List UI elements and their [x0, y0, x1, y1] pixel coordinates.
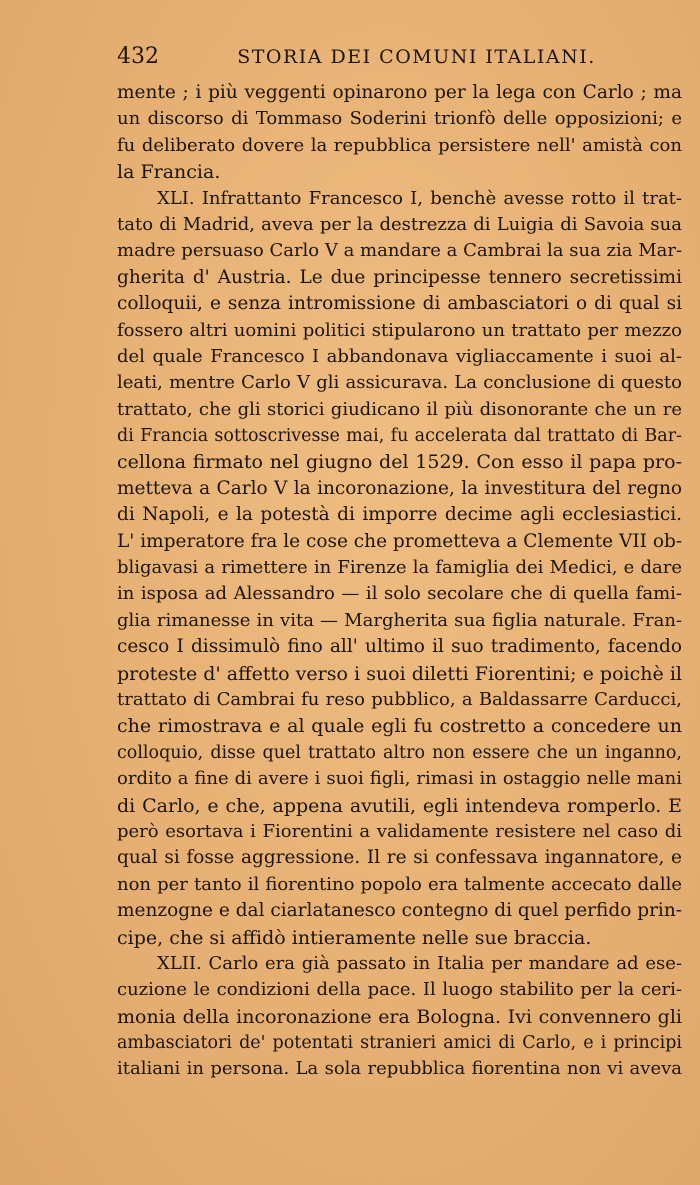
text-line: del quale Francesco I abbandonava vigliaccamente i suoi al-: [117, 345, 682, 367]
text-line: trattato di Cambrai fu reso pubblico, a Baldassarre Carducci,: [117, 688, 682, 710]
text-line: colloquii, e senza intromissione di ambasciatori o di qual si: [117, 293, 682, 315]
section-start-line: XLI. Infrattanto Francesco I, benchè avesse rotto il trat-: [157, 187, 682, 209]
text-line: colloquio, disse quel trattato altro non essere che un inganno,: [117, 742, 682, 763]
text-line: gherita d' Austria. Le due principesse tennero secretissimi: [117, 266, 682, 288]
text-line: madre persuaso Carlo V a mandare a Cambrai la sua zia Mar-: [117, 240, 683, 262]
text-line: italiani in persona. La sola repubblica fiorentina non vi aveva: [117, 1058, 682, 1080]
text-line: trattato, che gli storici giudicano il più disonorante che un re: [117, 398, 682, 420]
text-line: di Napoli, e la potestà di imporre decime agli ecclesiastici.: [117, 504, 682, 526]
text-line: menzogne e dal ciarlatanesco contegno di quel perfido prin-: [117, 900, 682, 922]
text-line: proteste d' affetto verso i suoi diletti Fiorentini; e poichè il: [117, 662, 682, 685]
text-line: ambasciatori de' potentati stranieri amici di Carlo, e i principi: [117, 1033, 682, 1054]
text-line: L' imperatore fra le cose che prometteva a Clemente VII ob-: [117, 530, 683, 552]
text-line: non per tanto il fiorentino popolo era talmente accecato dalle: [117, 873, 682, 895]
text-line: glia rimanesse in vita — Margherita sua figlia naturale. Fran-: [117, 609, 682, 631]
text-line: fu deliberato dovere la repubblica persistere nell' amistà con: [117, 134, 682, 156]
text-line: tato di Madrid, aveva per la destrezza di Luigia di Savoia sua: [117, 213, 682, 235]
section-start-line: XLII. Carlo era già passato in Italia per mandare ad ese-: [157, 952, 682, 974]
text-line: fossero altri uomini politici stipularono un trattato per mezzo: [117, 319, 682, 341]
text-line: bligavasi a rimettere in Firenze la famiglia dei Medici, e dare: [117, 557, 682, 579]
text-line: metteva a Carlo V la incoronazione, la investitura del regno: [117, 477, 682, 499]
text-line: di Carlo, e che, appena avutili, egli intendeva romperlo. E: [117, 794, 682, 817]
body-text: [117, 80, 682, 1083]
running-title: STORIA DEI COMUNI ITALIANI.: [237, 46, 596, 68]
text-line: cellona firmato nel giugno del 1529. Con esso il papa pro-: [117, 451, 682, 474]
page-header: [117, 42, 682, 72]
text-line: mente ; i più veggenti opinarono per la lega con Carlo ; ma: [117, 82, 682, 103]
text-line: cesco I dissimulò fino all' ultimo il suo tradimento, facendo: [117, 636, 682, 658]
text-line: in isposa ad Alessandro — il solo secolare che di quella fami-: [117, 583, 682, 605]
page-number: 432: [117, 44, 159, 69]
text-line: un discorso di Tommaso Soderini trionfò delle opposizioni; e: [117, 108, 682, 130]
text-line: che rimostrava e al quale egli fu costretto a concedere un: [117, 715, 682, 738]
text-line: cuzione le condizioni della pace. Il luogo stabilito per la ceri-: [117, 979, 682, 1001]
text-line: di Francia sottoscrivesse mai, fu accelerata dal trattato di Bar-: [117, 426, 682, 447]
text-line: la Francia.: [117, 161, 221, 184]
text-line: ordito a fine di avere i suoi figli, rimasi in ostaggio nelle mani: [117, 768, 682, 790]
text-line: però esortava i Fiorentini a validamente resistere nel caso di: [117, 820, 682, 842]
text-line: cipe, che si affidò intieramente nelle sue braccia.: [117, 926, 592, 949]
text-line: qual si fosse aggressione. Il re si confessava ingannatore, e: [117, 847, 682, 869]
text-line: leati, mentre Carlo V gli assicurava. La conclusione di questo: [117, 372, 682, 394]
text-line: monia della incoronazione era Bologna. Ivi convennero gli: [117, 1005, 682, 1028]
